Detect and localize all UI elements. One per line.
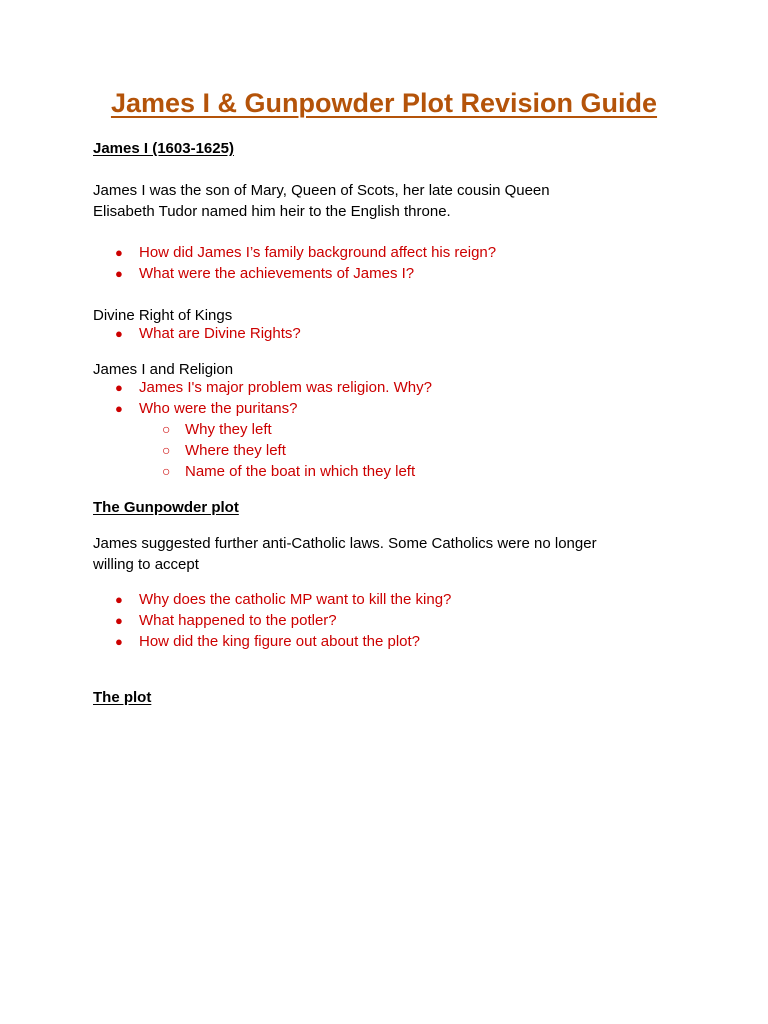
list-item: [93, 263, 496, 284]
gunpowder-intro-line-1: James suggested further anti-Catholic laws. Some Catholics were no longer: [93, 535, 597, 552]
sub-bullet-icon: ○: [162, 463, 171, 479]
sub-bullet-icon: ○: [162, 442, 171, 458]
list-item: [93, 323, 301, 344]
list-item: [93, 610, 451, 631]
bullet-icon: ●: [115, 634, 123, 649]
list-item: [93, 461, 432, 482]
bullet-icon: ●: [115, 266, 123, 281]
sub-question-text: Why they left: [185, 421, 272, 438]
question-text: What were the achievements of James I?: [139, 265, 415, 282]
bullet-icon: ●: [115, 401, 123, 416]
bullet-icon: ●: [115, 380, 123, 395]
question-text: Why does the catholic MP want to kill the king?: [139, 591, 452, 608]
religion-question-list: [93, 377, 432, 482]
question-text: Who were the puritans?: [139, 400, 298, 417]
sub-question-text: Name of the boat in which they left: [185, 463, 416, 480]
gunpowder-intro-line-2: willing to accept: [93, 556, 199, 573]
list-item: [93, 398, 432, 419]
section-heading-gunpowder-plot: The Gunpowder plot: [93, 499, 239, 516]
question-text: How did the king figure out about the plot?: [139, 633, 421, 650]
list-item: [93, 419, 432, 440]
sub-bullet-icon: ○: [162, 421, 171, 437]
list-item: [93, 440, 432, 461]
bullet-icon: ●: [115, 613, 123, 628]
james-i-intro-line-2: Elisabeth Tudor named him heir to the English throne.: [93, 203, 451, 220]
bullet-icon: ●: [115, 326, 123, 341]
question-text: What are Divine Rights?: [139, 325, 301, 342]
list-item: [93, 377, 432, 398]
divine-right-question-list: [93, 323, 301, 344]
bullet-icon: ●: [115, 245, 123, 260]
religion-label: James I and Religion: [93, 361, 234, 378]
james-i-intro-line-1: James I was the son of Mary, Queen of Scots, her late cousin Queen: [93, 182, 550, 199]
gunpowder-question-list: [93, 589, 451, 652]
question-text: What happened to the potler?: [139, 612, 337, 629]
question-text: How did James I’s family background affect his reign?: [139, 244, 497, 261]
bullet-icon: ●: [115, 592, 123, 607]
sub-question-text: Where they left: [185, 442, 286, 459]
section-heading-the-plot: The plot: [93, 689, 152, 706]
james-i-question-list: [93, 242, 496, 284]
list-item: [93, 631, 451, 652]
question-text: James I's major problem was religion. Why?: [139, 379, 432, 396]
document-title: James I & Gunpowder Plot Revision Guide: [110, 88, 658, 118]
section-heading-james-i: James I (1603-1625): [93, 140, 234, 157]
list-item: [93, 242, 496, 263]
divine-right-label: Divine Right of Kings: [93, 307, 233, 324]
list-item: [93, 589, 451, 610]
